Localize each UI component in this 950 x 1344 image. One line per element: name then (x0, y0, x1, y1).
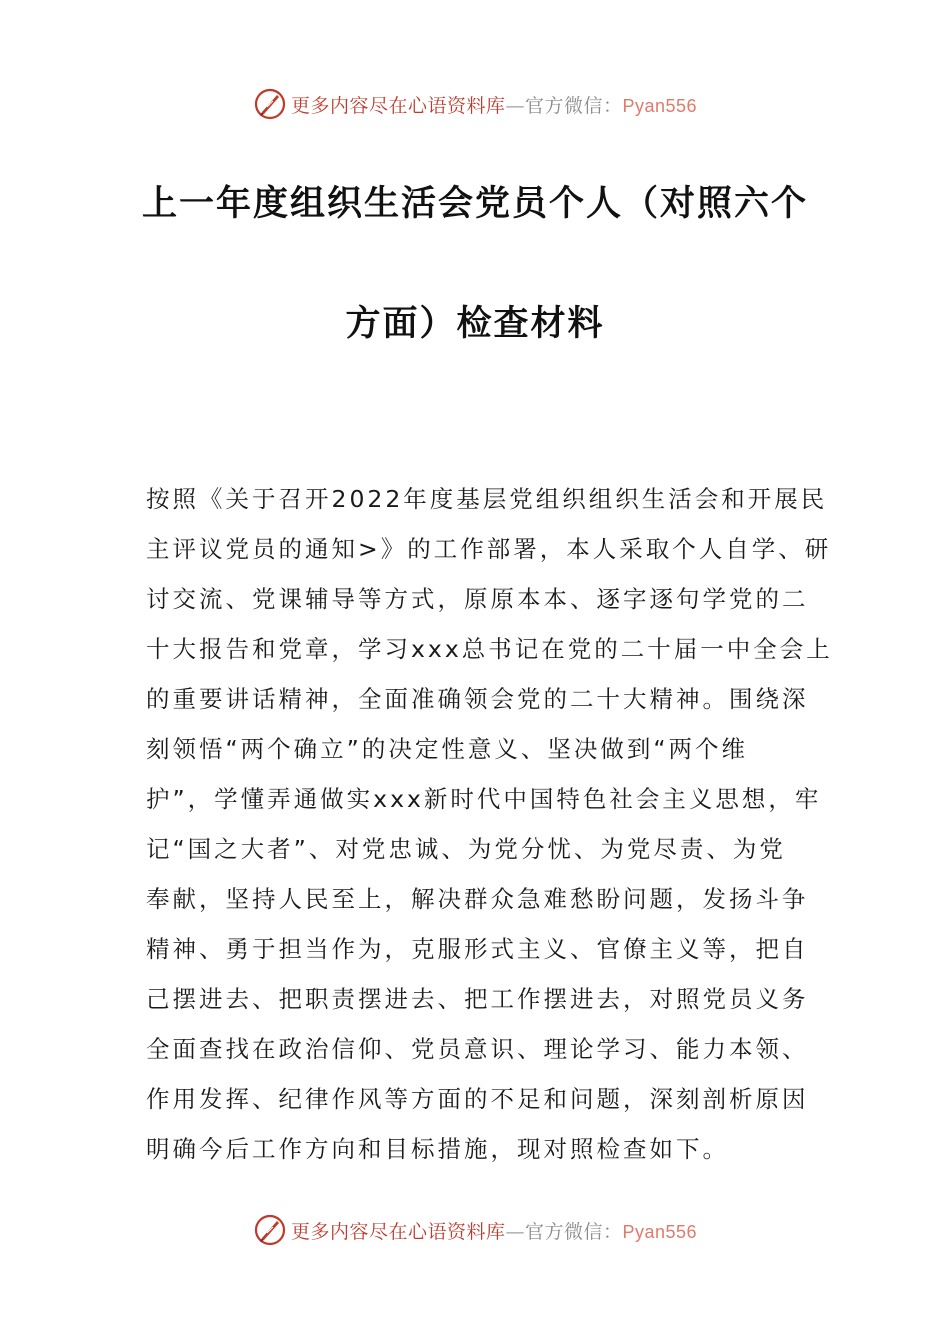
watermark-text (291, 91, 697, 118)
watermark-wechat-id: Pyan556 (622, 1221, 698, 1242)
watermark-site-text: 更多内容尽在心语资料库 (290, 94, 506, 117)
body-line: 记“国之大者”、对党忠诚、为党分忧、为党尽责、为党 (146, 835, 786, 863)
body-line: 精神、勇于担当作为，克服形式主义、官僚主义等，把自 (146, 935, 809, 963)
document-title-line-2: 方面）检查材料 (345, 304, 605, 344)
watermark-official-label: 官方微信： (524, 1220, 623, 1243)
body-line: 的重要讲话精神，全面准确领会党的二十大精神。围绕深 (146, 685, 809, 713)
body-line: 按照《关于召开2022年度基层党组织组织生活会和开展民 (146, 485, 828, 513)
watermark-separator: — (505, 1220, 525, 1243)
quill-pen-logo-icon (253, 87, 287, 121)
body-line: 主评议党员的通知>》的工作部署，本人采取个人自学、研 (146, 535, 832, 563)
watermark-content (253, 1213, 697, 1247)
body-line: 奉献，坚持人民至上，解决群众急难愁盼问题，发扬斗争 (146, 885, 809, 913)
watermark-site-text: 更多内容尽在心语资料库 (290, 1220, 506, 1243)
body-line: 己摆进去、把职责摆进去、把工作摆进去，对照党员义务 (146, 985, 809, 1013)
body-line: 护”，学懂弄通做实xxx新时代中国特色社会主义思想，牢 (146, 785, 822, 813)
watermark-official-label: 官方微信： (524, 94, 623, 117)
document-body-paragraph (146, 474, 833, 1174)
document-title-line-1: 上一年度组织生活会党员个人（对照六个 (141, 184, 808, 224)
watermark-separator: — (505, 94, 525, 117)
footer-watermark (0, 1210, 950, 1250)
header-watermark (0, 84, 950, 124)
body-line: 讨交流、党课辅导等方式，原原本本、逐字逐句学党的二 (146, 585, 809, 613)
body-line: 明确今后工作方向和目标措施，现对照检查如下。 (146, 1135, 729, 1163)
quill-pen-logo-icon (253, 1213, 287, 1247)
watermark-wechat-id: Pyan556 (622, 95, 698, 116)
watermark-content (253, 87, 697, 121)
body-line: 作用发挥、纪律作风等方面的不足和问题，深刻剖析原因 (146, 1085, 809, 1113)
body-line: 全面查找在政治信仰、党员意识、理论学习、能力本领、 (146, 1035, 809, 1063)
body-line: 十大报告和党章，学习xxx总书记在党的二十届一中全会上 (146, 635, 833, 663)
watermark-text (291, 1217, 697, 1244)
body-line: 刻领悟“两个确立”的决定性意义、坚决做到“两个维 (146, 735, 749, 763)
